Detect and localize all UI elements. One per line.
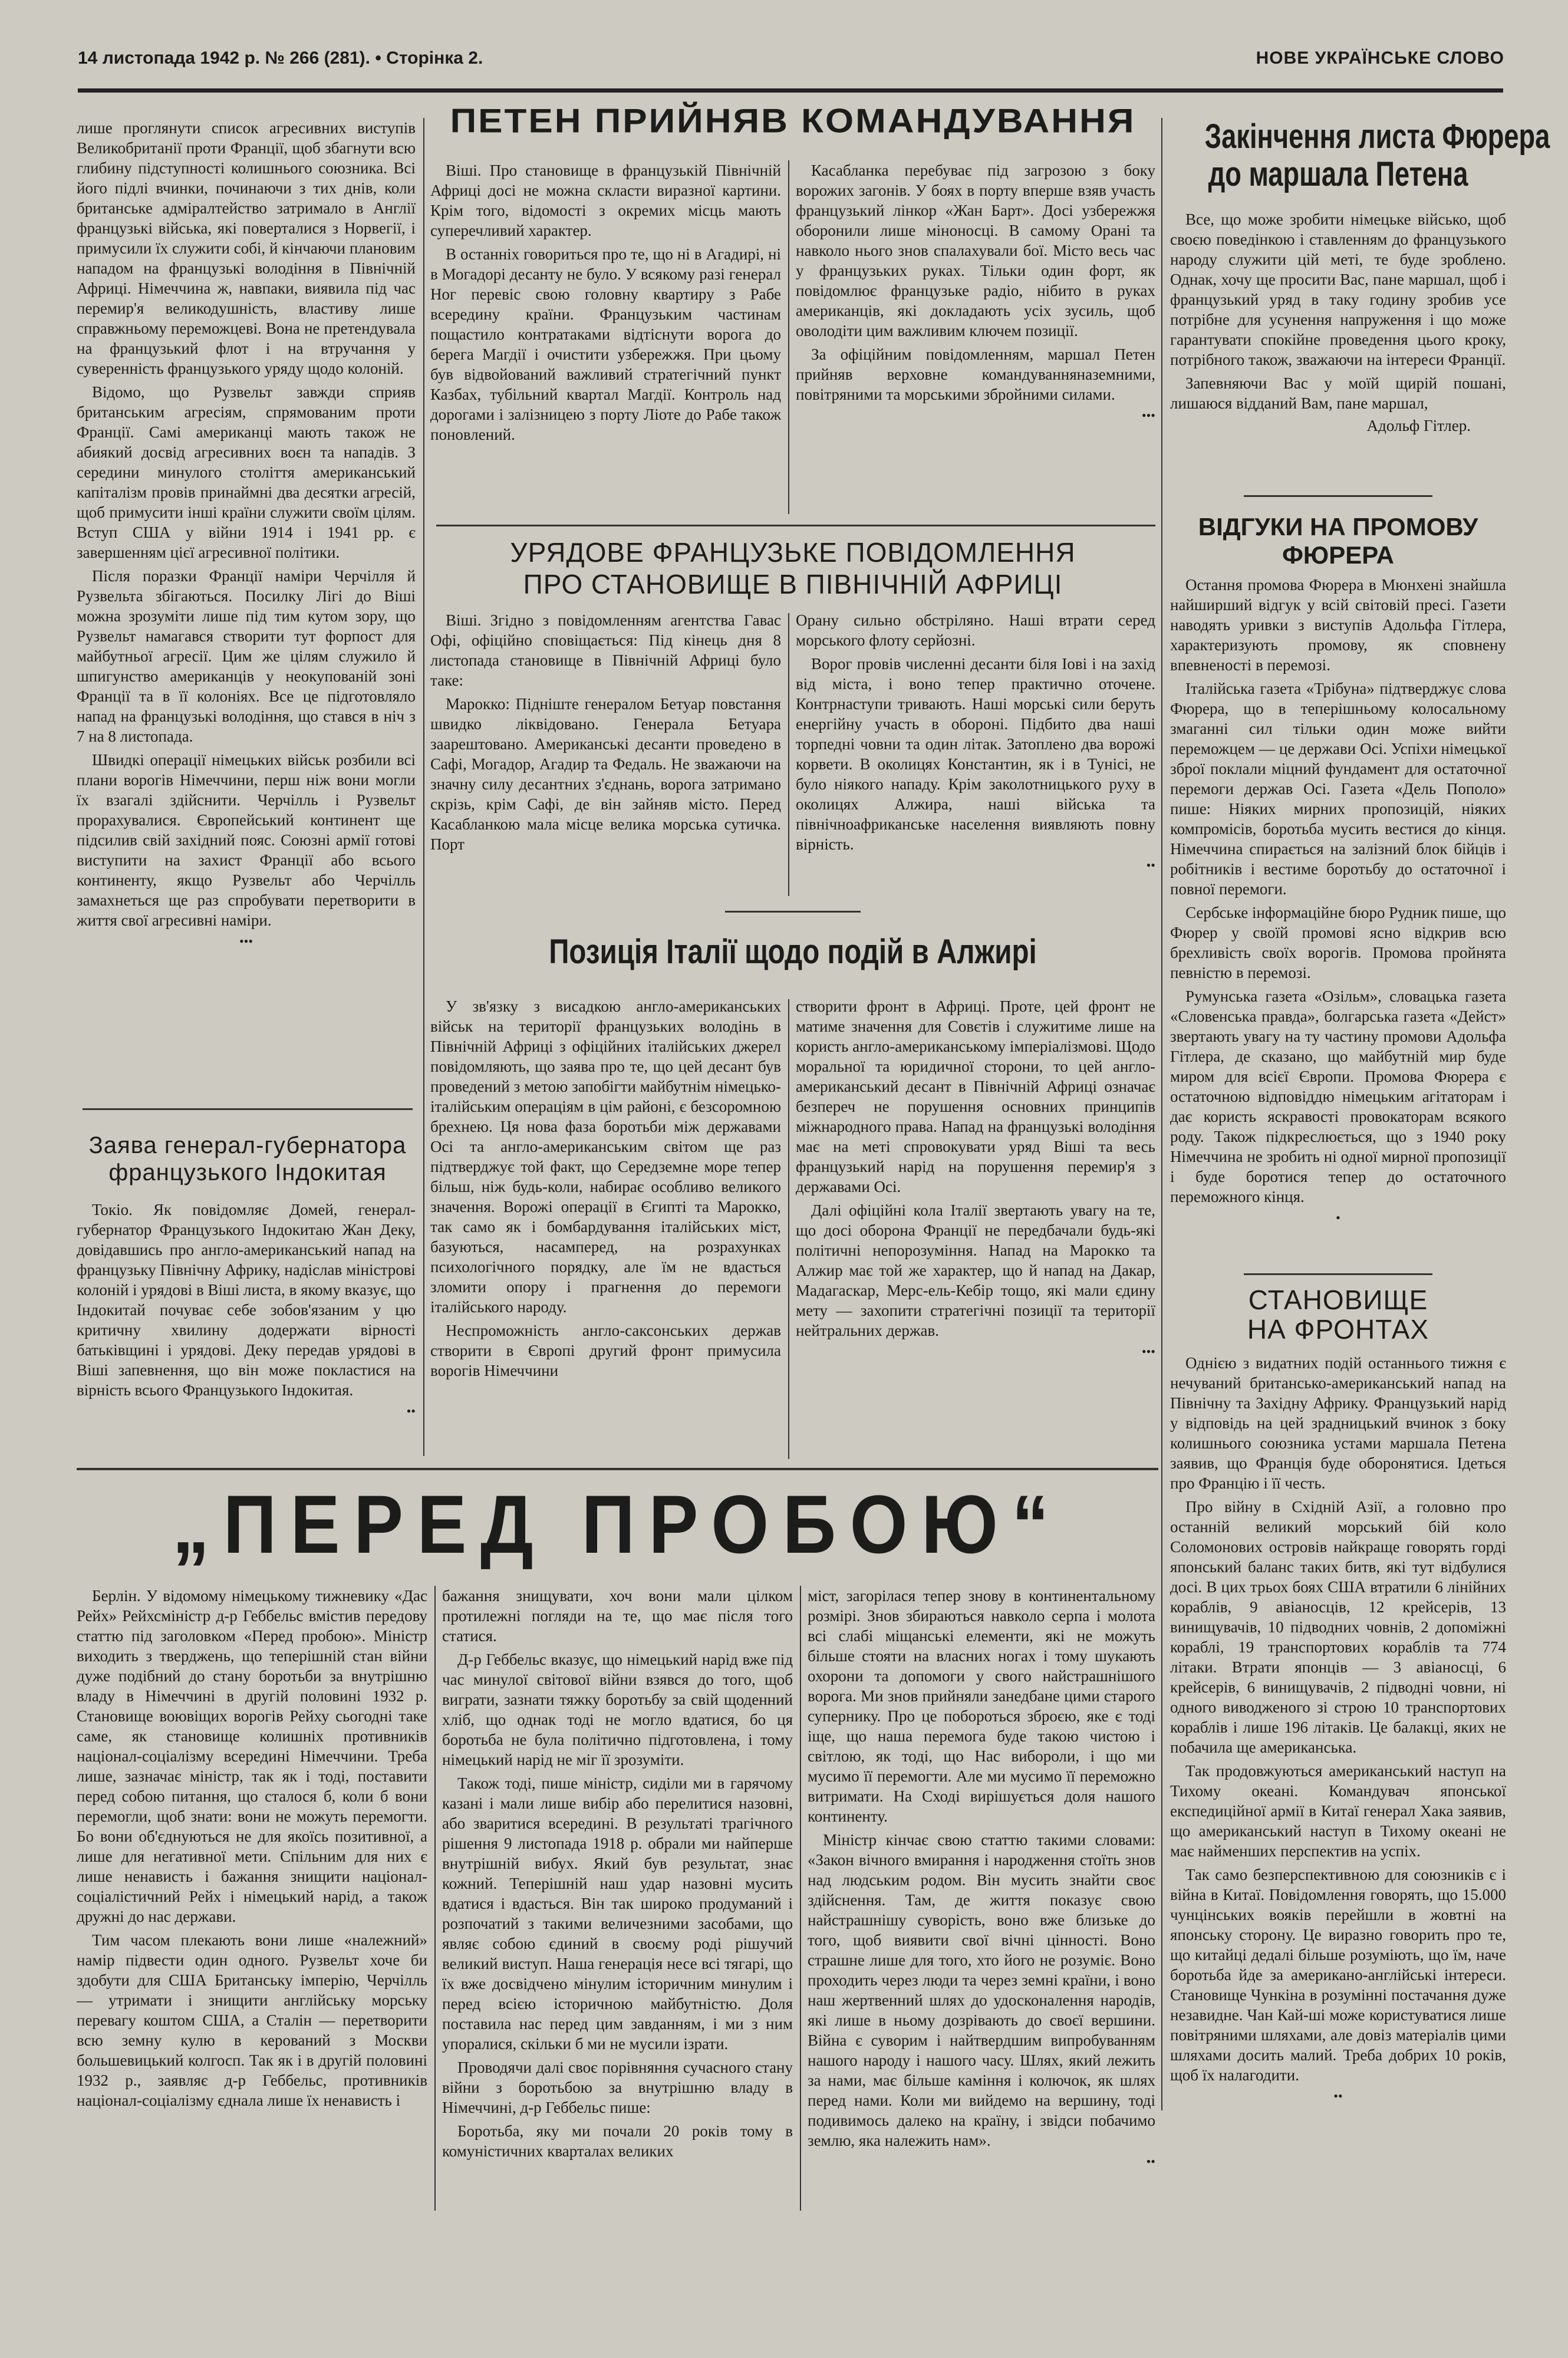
section-rule	[1244, 1273, 1432, 1275]
paragraph: Берлін. У відомому німецькому тижневику «Дас Рейх» Рейхсміністр д-р Геббельс вмістив передову статтю під заголовком «Перед пробою». Міністр виходить з тверджень, що теперішній стан війни дуже подібний до стану боротьби за внутрішню владу в Німеччині в другій половині 1932 р. Становище воювіщих ворогів Рейху сьогодні таке саме, як становище колишніх противників націонал-соціалізму всередині Німеччини. Треба лише, зазначає міністр, так як і тоді, поставити перед собою питання, що сталося б, коли б вони перемогли, щоб знати: вони не можуть перемогти. Бо вони об'єднуються не для якоїсь позитивної, а лише для негативної мети. Спільним для них є лише ненависть і бажання знищити націонал-соціалістичний Рейх і німецький нарід, а також дружні до нас держави.	[77, 1587, 427, 1925]
letter-headline: Закінчення листа Фюрера до маршала Петена	[1204, 117, 1550, 193]
paragraph: Боротьба, яку ми почали 20 років тому в комуністичних кварталах великих	[442, 2122, 793, 2160]
letter-article	[1170, 209, 1506, 486]
italy-article-col-b	[796, 996, 1155, 1465]
petain-article-col-b	[796, 160, 1155, 520]
petain-headline: ПЕТЕН ПРИЙНЯВ КОМАНДУВАННЯ	[450, 102, 1136, 140]
paragraph: Токіо. Як повідомляє Домей, генерал-губернатор Французького Індокитаю Жан Деку, довідавшись про англо-американський напад на французьку Північну Африку, надіслав міністрові колоній і урядові в Віші листа, в якому вказує, що Індокитай почуває себе зобов'язаним у цю критичну хвилину додержати вірності батьківщині і урядові. Деку передав урядові в Віші запевнення, що він може покластися на вірність всього Французького Індокитая.	[77, 1201, 416, 1399]
paragraph: Орану сильно обстріляно. Наші втрати серед морського флоту серйозні.	[796, 611, 1155, 649]
section-rule	[725, 911, 861, 913]
section-rule	[83, 1108, 413, 1110]
signature: Адольф Гітлер.	[1366, 417, 1471, 434]
paragraph: Швидкі операції німецьких військ розбили всі плани ворогів Німеччини, перш ніж вони могли їх взагалі здійснити. Черчілль і Рузвельт прорахувалися. Європейський континент ще підсилив свій західний пояс. Союзні армії готові виступити на захист Франції або всього континенту, якщо Рузвельт або Черчілль замахнеться ще раз спробувати перетворити в життя свої агресивні наміри.	[77, 751, 416, 929]
paragraph: Однією з видатних подій останнього тижня є нечуваний британсько-американський напад на Північну та Західну Африку. Французький нарід у відповідь на цей зрадницький вчинок з боку колишнього союзника устами маршала Петена заявив, що Франція буде оборонятися. Ідеться про Францію і її честь.	[1170, 1354, 1506, 1492]
end-mark: ••	[1146, 2154, 1155, 2169]
section-rule	[1244, 495, 1432, 497]
end-mark: •••	[1141, 1344, 1155, 1359]
paragraph: Румунська газета «Озільм», словацька газета «Словенська правда», болгарська газета «Дейст» звертають увагу на ту частину промови Адольфа Гітлера, де сказано, що майбутній мир буде миром для всієї Європи. Промова Фюрера є остаточною відповіддю німецьким агітаторам і дає користь яскравості провокаторам всякого роду. Також підкреслюється, що з 1940 року Німеччина не зробить ні одної мирної пропозиції і буде боротися тепер до остаточного переможного кінця.	[1170, 987, 1506, 1206]
paragraph: У зв'язку з висадкою англо-американських військ на території французьких володінь в Північній Африці з офіційних італійських джерел повідомляють, що заява про те, що цей десант був проведений з метою запобігти майбутнім німецько-італійським операціям в цім районі, є безсоромною брехнею. Ця нова фаза боротьби між державами Осі та англо-американським світом ще раз підтверджує той факт, що Середземне море тепер більш, ніж будь-коли, набирає особливо великого значення. Ворожі операції в Єгипті та Марокко, так само як і бомбардування італійських міст, базуються, насамперед, на розрахунках психологічного порядку, але їм не вдасться зломити опору і прагнення до перемоги італійського народу.	[430, 997, 781, 1316]
fronts-headline: СТАНОВИЩЕ НА ФРОНТАХ	[1247, 1285, 1429, 1345]
official-headline: УРЯДОВЕ ФРАНЦУЗЬКЕ ПОВІДОМЛЕННЯ ПРО СТАНОВИЩЕ В ПІВНІЧНІЙ АФРИЦІ	[510, 537, 1076, 600]
paragraph: Італійська газета «Трібуна» підтверджує слова Фюрера, що в теперішньому колосальному змаганні сил тільки один може вийти переможцем — це держави Осі. Успіхи німецької зброї поклали міцний фундамент для остаточної перемоги держав Осі. Газета «Дель Пополо» пише: Ніяких мирних пропозицій, ніяких компромісів, боротьба мусить вестися до кінця. Німеччина спирається на залізний блок бійців і робітників і вестиме боротьбу до остаточної і повної перемоги.	[1170, 680, 1506, 898]
header-rule	[78, 88, 1503, 93]
end-mark: •••	[239, 934, 253, 949]
paragraph: Відомо, що Рузвельт завжди сприяв британським агресіям, спрямованим проти Франції. Самі американці мають також не абиякий досвід агресивних воєн та нападів. З середини минулого століття американський капіталізм провів принаймні два десятки агресій, щоб примусити інші країни служити своїм цілям. Вступ США у війни 1914 і 1941 рр. є завершенням цієї агресивної політики.	[77, 383, 416, 561]
column-rule	[788, 613, 789, 896]
italy-headline: Позиція Італії щодо подій в Алжирі	[549, 933, 1037, 971]
end-mark: ••	[406, 1404, 416, 1418]
paragraph: Марокко: Підніште генералом Бетуар повстання швидко ліквідовано. Генерала Бетуара заарештовано. Американські десанти проведено в Сафі, Могадор, Агадир та Федаль. Не зважаючи на значну силу десантних з'єднань, ворога затримано скрізь, крім Сафі, де він зайняв місто. Перед Касабланкою мала місце велика морська сутичка. Порт	[430, 695, 781, 853]
paragraph: створити фронт в Африці. Проте, цей фронт не матиме значення для Совєтів і служитиме лише на користь англо-американському імперіалізмові. Щодо моральної та юридичної сторони, то цей англо-американський десант в Північній Африці означає безпереч не порушення основних принципів міжнародного права. Напад на французькі володіння має на меті спровокувати уряд Віші та весь французький нарід на порушення перемир'я з державами Осі.	[796, 997, 1155, 1196]
indochina-article	[77, 1200, 416, 1459]
paragraph: Тим часом плекають вони лише «належний» намір підвести один одного. Рузвельт хоче би здобути для США Британську імперію, Черчілль — утримати і знищити англійську морську перевагу коштом США, а Сталін — перетворити всю земну кулю в керований з Москви большевицький колгосп. Так як і в другій половині 1932 р., заявляє д-р Геббельс, противників націонал-соціалізму єднала лише їх ненависть і	[77, 1931, 427, 2109]
paragraph: Про війну в Східній Азії, а головно про останній великий морський бій коло Соломонових островів найкраще говорять горді японський баланс таких битв, які тут відбулися досі. В цих трьох боях США втратили 6 лінійних кораблів, 9 авіаносців, 12 крейсерів, 13 винищувачів, 10 підводних човнів, 2 допоміжні кораблі, 19 транспортових кораблів та 774 літаки. Втрати японців — 3 авіаносці, 6 крейсерів, 6 винищувачів, 2 підводні човни, ні одного виводженого зі строю 10 транспортових кораблів і лише 196 літаків. Це балакці, яких не побачила ще американська.	[1170, 1498, 1506, 1756]
paragraph: Касабланка перебуває під загрозою з боку ворожих загонів. У боях в порту вперше взяв участь французький лінкор «Жан Барт». Досі узбережжя оборонили лише міноносці. В самому Орані та навколо нього знов спалахували бої. Місто весь час у французьких руках. Тільки один форт, як повідомлює французьке радіо, нібито в руках американців, які докладають усіх зусиль, щоб оволодіти цим важливим ключем позиції.	[796, 162, 1155, 340]
official-article-col-a	[430, 610, 781, 905]
section-rule	[77, 1468, 1158, 1470]
section-rule	[436, 525, 1155, 526]
end-mark: ••	[1333, 2089, 1343, 2103]
petain-article-col-a	[430, 160, 781, 520]
paragraph: Віші. Про становище в французькій Північній Африці досі не можна скласти виразної картини. Крім того, відомості з окремих місць мають суперечливий характер.	[430, 162, 781, 239]
before-test-col-c	[808, 1586, 1155, 2222]
paragraph: Д-р Геббельс вказує, що німецький нарід вже під час минулої світової війни взявся до того, щоб виграти, зазнати тяжку боротьбу за свій щоденний хліб, що однак тоді не могло вдатися, бо ця боротьба не була політично підготовлена, і тому німецький нарід не міг її зрозуміти.	[442, 1651, 793, 1768]
paragraph: Проводячи далі своє порівняння сучасного стану війни з боротьбою за внутрішню владу в Німеччині, д-р Геббельс пише:	[442, 2059, 793, 2116]
paragraph: Так само безперспективною для союзників є і війна в Китаї. Повідомлення говорять, що 15.000 чунцінських вояків перейшли в жовтні на японську сторону. Це виразно говорить про те, що китайці дедалі більше розуміють, що їм, наче боротьба йде за американо-англійські інтереси. Становище Чункіна в розумінні постачання дуже незавидне. Чан Кай-ші може користуватися лише повітряними шляхами, але довіз матеріалів цими шляхами досить малий. Треба добрих 10 років, щоб їх налагодити.	[1170, 1866, 1506, 2084]
end-mark: •	[1336, 1210, 1340, 1225]
paragraph: Остання промова Фюрера в Мюнхені знайшла найширший відгук у всій світовій пресі. Газети наводять уривки з виступів Адольфа Гітлера, характеризують промову, як сповнену впевненості в перемозі.	[1170, 576, 1506, 674]
paragraph: Також тоді, пише міністр, сиділи ми в гарячому казані і мали лише вибір або перелитися назовні, або зваритися всередині. В результаті трагічного рішення 9 листопада 1918 р. обрали ми найперше внутрішній вибух. Який був результат, знає кожний. Теперішній наш удар назовні мусить вдатися і вдасться. Він так широко продуманий і розпочатий з такими величезними засобами, що являє собою єдиний в своєму роді рішучий великий виступ. Наша генерація несе всі тягарі, що їх вже досвідчено мінулим історичним минулим і перед всією історичною майбутністю. Доля поставила нас перед цим завданням, і ми з ним упоралися, скільки б ми не мусили ізрати.	[442, 1774, 793, 2053]
paragraph: Далі офіційні кола Італії звертають увагу на те, що досі оборона Франції не передбачали будь-які політичні непорозуміння. Напад на Марокко та Алжир має той же характер, що й напад на Дакар, Мадагаскар, Мерс-ель-Кебір тощо, які мали єдину мету — захопити стратегічні позиції та території нейтральних держав.	[796, 1201, 1155, 1339]
indochina-headline: Заява генерал-губернатора французького Індокитая	[88, 1132, 407, 1185]
paragraph: міст, загорілася тепер знову в континентальному розмірі. Знов збираються навколо серпа і молота всі слабі міщанські елементи, які не можуть більше стояти на власних ногах і тому шукають охорони та допомоги у свого найстрашнішого ворога. Ми знов прийняли занедбане цими старого супернику. Про це побороться зброєю, яке є тоді іще, що наша перемога буде такою чистою і світлою, як тоді, що Нас вибороли, і що ми мусимо її перемогти. Але ми мусимо її переможно витримати. На Сході вирішується доля нашого континенту.	[808, 1587, 1155, 1825]
continued-article	[77, 118, 416, 1091]
end-mark: ••	[1146, 858, 1155, 872]
paragraph: Ворог провів численні десанти біля Іові і на захід від міста, і воно тепер практично оточене. Контрнаступи тривають. Наші морські сили беруть енергійну участь в обороні. Підбито два наші торпедні човни та один літак. Затоплено два ворожі корвети. В околицях Константин, як і в Тунісі, не було ніякого нападу. Крім заколотницького руху в околицях Алжира, наші війська та північноафриканське населення виявляють повну вірність.	[796, 655, 1155, 853]
paragraph: Віші. Згідно з повідомленням агентства Гавас Офі, офіційно сповіщається: Під кінець дня 8 листопада становище в Північній Африці було таке:	[430, 611, 781, 689]
before-test-col-b	[442, 1586, 793, 2222]
paragraph: За офіційним повідомленням, маршал Петен прийняв верховне командуванняназемними, повітряними та морськими збройними силами.	[796, 345, 1155, 403]
column-rule	[1161, 118, 1162, 2110]
issue-info: 14 листопада 1942 р. № 266 (281). • Сторінка 2.	[78, 48, 483, 68]
paragraph: Після поразки Франції наміри Черчілля й Рузвельта збігаються. Посилку Лігі до Віші можна зрозуміти лише під тим кутом зору, що Рузвельт намагався створити тут форпост для майбутньої агресії. Цим же цілям служило й шпигунство американців у неокупованій зоні Франції та в її колоніях. Все це підготовляло напад на французькі володіння, що стався в ніч з 7 на 8 листопада.	[77, 567, 416, 745]
paragraph: бажання знищувати, хоч вони мали цілком протилежні погляди на те, що має після того статися.	[442, 1587, 793, 1645]
paragraph: лише проглянути список агресивних виступів Великобританії проти Франції, щоб збагнути всю глибину підступності колишнього союзника. Всі його підлі вчинки, починаючи з тих днів, коли британське адміралтейство затримало в Англії французькі війська, які поверталися з Норвегії, і примусили їх служити собі, й кінчаючи плановим нападом на французькі володіння в Північній Африці. Німеччина ж, навпаки, виявила під час перемир'я великодушність, властиву лише справжньому переможцеві. Вона не претендувала на французький флот і на втручання у суверенність французького уряду щодо колоній.	[77, 119, 416, 377]
column-rule	[434, 1586, 436, 2211]
column-rule	[788, 160, 789, 514]
end-mark: •••	[1141, 408, 1155, 423]
paragraph: Міністр кінчає свою статтю такими словами: «Закон вічного вмирання і народження стоїть знов над людським родом. Він мусить знайти своє здійснення. Там, де життя показує свою найстрашнішу суворість, воно вже близьке до того, щоб виявити свої вічні цінності. Воно страшне лише для того, хто його не розуміє. Воно проходить через люди та через земні країни, і воно наш жертвенний шлях до удосконалення народів, які лише в ньому дозрівають до своєї вершини. Війна є суворим і найтвердшим випробуванням нашого народу і нашого часу. Шлях, який лежить за нами, має більше каміння і колючок, як шлях перед нами. Коли ми вийдемо на вершину, тоді подивимось далеко на країну, і звідси побачимо землю, яка належить нам».	[808, 1831, 1155, 2149]
paragraph: Запевняючи Вас у моїй щирій пошані, лишаюся відданий Вам, пане маршал,	[1170, 374, 1506, 412]
paragraph: Неспроможність англо-саксонських держав створити в Європі другий фронт примусила ворогів Німеччини	[430, 1322, 781, 1379]
paragraph: Сербське інформаційне бюро Рудник пише, що Фюрер у своїй промові ясно відкрив всю брехливість своїх ворогів. Промова пройнята певністю в перемозі.	[1170, 904, 1506, 982]
paragraph: Так продовжуються американський наступ на Тихому океані. Командувач японської експедиційної армії в Китаї генерал Хака заявив, що американський наступ в Тихому океані не має найменших перспектив на успіх.	[1170, 1762, 1506, 1860]
column-rule	[800, 1586, 801, 2211]
responses-headline: ВІДГУКИ НА ПРОМОВУ ФЮРЕРА	[1198, 513, 1478, 569]
before-test-headline: „ПЕРЕД ПРОБОЮ“	[172, 1478, 1063, 1570]
column-rule	[423, 118, 424, 1456]
fronts-article	[1170, 1353, 1506, 2119]
masthead-title: НОВЕ УКРАЇНСЬКЕ СЛОВО	[1256, 48, 1504, 68]
paragraph: В останніх говориться про те, що ні в Агадирі, ні в Могадорі десанту не було. У всякому разі генерал Ног перевіс свою головну квартиру з Рабе всередину країни. Французьким частинам пощастило контратаками відтіснути ворога до берега Магдії і очистити узбережжя. При цьому був відвойований важливий стратегічний пункт Казбах, тубільний квартал Магдії. Контроль над дорогами і залізницею з порту Ліоте до Рабе також поновлений.	[430, 245, 781, 443]
paragraph: Все, що може зробити німецьке військо, щоб своєю поведінкою і ставленням до французького народу служити цій меті, те буде зроблено. Однак, хочу ще просити Вас, пане маршал, щоб і французький уряд в таку годину зробив усе потрібне для усунення напруження і що може гарантувати спокійне проведення цього кроку, потрібного також, зважаючи на інтереси Франції.	[1170, 210, 1506, 368]
responses-article	[1170, 575, 1506, 1270]
official-article-col-b	[796, 610, 1155, 905]
italy-article-col-a	[430, 996, 781, 1465]
column-rule	[788, 999, 789, 1459]
before-test-col-a	[77, 1586, 427, 2222]
page-header	[78, 48, 1504, 72]
